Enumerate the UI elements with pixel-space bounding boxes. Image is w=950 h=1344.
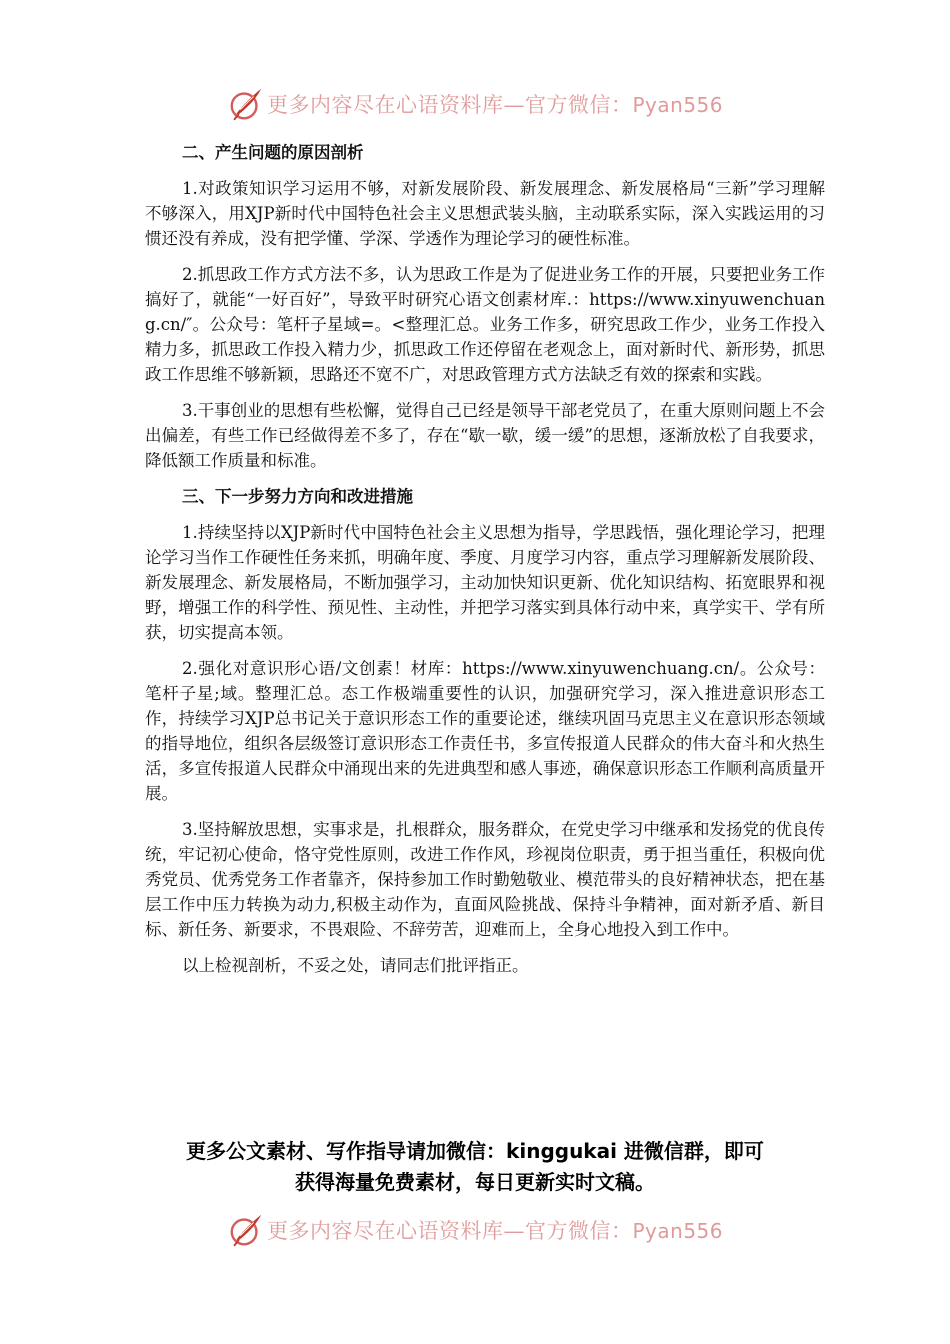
watermark-text-cn: 更多内容尽在心语资料库—官方微信： (266, 93, 633, 117)
paragraph-cause-2: 2.抓思政工作方式方法不多，认为思政工作是为了促进业务工作的开展，只要把业务工作搞好了，就能“一好百好”，导致平时研究心语文创素材库.：https://www.xinyuwenchuang.cn/″。公众号：笔杆子星域=。<整理汇总。业务工作多，研究思政工作少，业务工作投入精力多，抓思政工作投入精力少，抓思政工作还停留在老观念上，面对新时代、新形势，抓思政工作思维不够新颖，思路还不宽不广，对思政管理方式方法缺乏有效的探索和实践。 (145, 265, 825, 384)
watermark-wechat-id: Pyan556 (632, 93, 723, 117)
footer-watermark-banner (0, 1208, 950, 1252)
watermark-wechat-id: Pyan556 (632, 1219, 723, 1243)
quill-pen-logo-icon (227, 1211, 265, 1249)
quill-pen-logo-icon (227, 85, 265, 123)
paragraph-measure-2: 2.强化对意识形心语/文创素！材库：https://www.xinyuwenchuang.cn/。公众号：笔杆子星;域。整理汇总。态工作极端重要性的认识，加强研究学习，深入推进意识形态工作，持续学习XJP总书记关于意识形态工作的重要论述，继续巩固马克思主义在意识形态领域的指导地位，组织各层级签订意识形态工作责任书，多宣传报道人民群众的伟大奋斗和火热生活，多宣传报道人民群众中涌现出来的先进典型和感人事迹，确保意识形态工作顺利高质量开展。 (145, 659, 825, 803)
watermark-text-cn: 更多内容尽在心语资料库—官方微信： (266, 1219, 633, 1243)
paragraph-measure-1: 1.持续坚持以XJP新时代中国特色社会主义思想为指导，学思践悟，强化理论学习，把理论学习当作工作硬性任务来抓，明确年度、季度、月度学习内容，重点学习理解新发展阶段、新发展理念、新发展格局，不断加强学习，主动加快知识更新、优化知识结构、拓宽眼界和视野，增强工作的科学性、预见性、主动性，并把学习落实到具体行动中来，真学实干、学有所获，切实提高本领。 (145, 523, 825, 642)
paragraph-cause-1: 1.对政策知识学习运用不够，对新发展阶段、新发展理念、新发展格局“三新”学习理解不够深入，用XJP新时代中国特色社会主义思想武装头脑，主动联系实际，深入实践运用的习惯还没有养成，没有把学懂、学深、学透作为理论学习的硬性标准。 (145, 179, 825, 248)
watermark-text (267, 89, 723, 119)
footer-promo-line-1: 更多公文素材、写作指导请加微信：kinggukai 进微信群，即可 (186, 1139, 764, 1163)
section-heading-causes: 二、产生问题的原因剖析 (182, 143, 364, 162)
footer-promo-note (120, 1136, 830, 1198)
header-watermark-banner (0, 82, 950, 126)
section-heading-measures: 三、下一步努力方向和改进措施 (182, 487, 413, 506)
paragraph-measure-3: 3.坚持解放思想，实事求是，扎根群众，服务群众，在党史学习中继承和发扬党的优良传统，牢记初心使命，恪守党性原则，改进工作作风，珍视岗位职责，勇于担当重任，积极向优秀党员、优秀党务工作者靠齐，保持参加工作时勤勉敬业、模范带头的良好精神状态，把在基层工作中压力转换为动力,积极主动作为，直面风险挑战、保持斗争精神，面对新矛盾、新目标、新任务、新要求，不畏艰险、不辞劳苦，迎难而上，全身心地投入到工作中。 (145, 820, 825, 939)
document-body (145, 140, 825, 978)
closing-paragraph: 以上检视剖析，不妥之处，请同志们批评指正。 (182, 956, 529, 975)
paragraph-cause-3: 3.干事创业的思想有些松懈，觉得自己已经是领导干部老党员了，在重大原则问题上不会出偏差，有些工作已经做得差不多了，存在“歇一歇，缓一缓”的思想，逐渐放松了自我要求，降低额工作质量和标准。 (145, 401, 825, 470)
watermark-text (267, 1215, 723, 1245)
footer-promo-line-2: 获得海量免费素材，每日更新实时文稿。 (295, 1170, 655, 1194)
